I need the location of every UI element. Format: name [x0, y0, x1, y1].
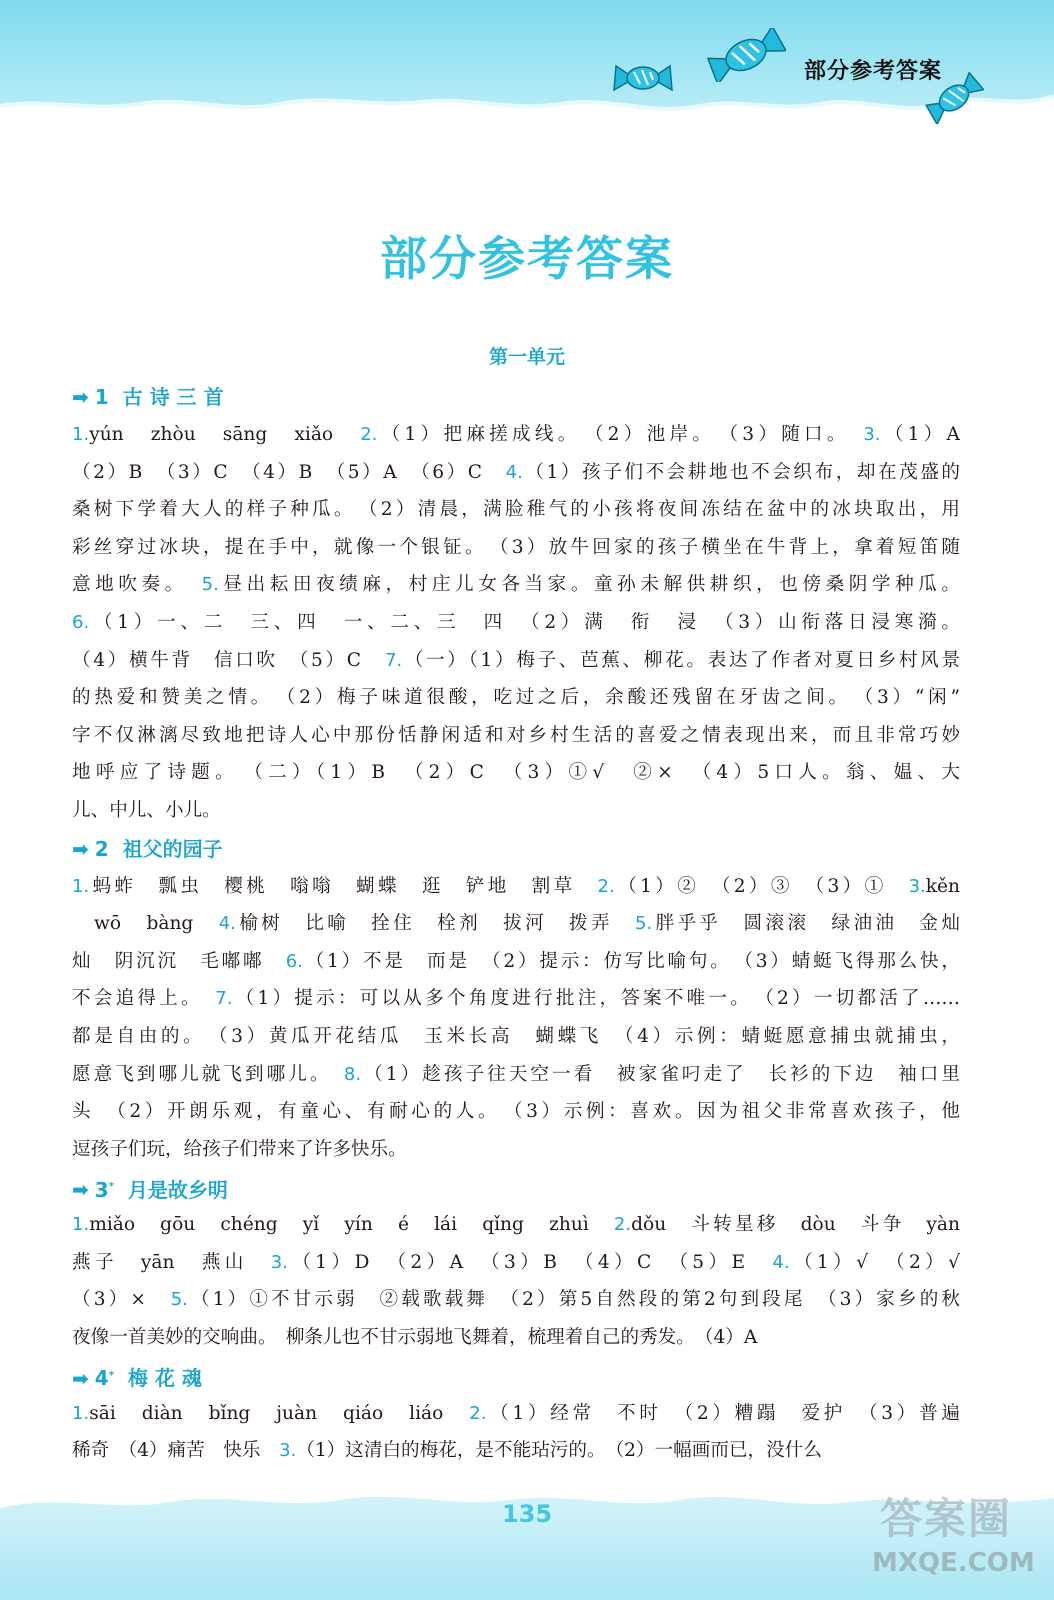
answer-line: 燕子 yān 燕山 3.（1）D （2）A （3）B （4）C （5）E 4.（1）√ （2）√	[72, 1251, 960, 1273]
answer-line: 1.蚂蚱 瓢虫 樱桃 嗡嗡 蝴蝶 逛 铲地 割草 2.（1）② （2）③ （3）① 3.kěn	[72, 875, 960, 897]
arrow-right-icon: ➡	[72, 385, 89, 409]
arrow-right-icon: ➡	[72, 1177, 89, 1202]
candy-icon	[612, 58, 674, 98]
question-number: 3.	[270, 1251, 288, 1273]
question-number: 5.	[635, 913, 653, 935]
question-number: 3.	[908, 875, 926, 897]
answer-line: 头 （2）开朗乐观，有童心、有耐心的人。 （3）示例：喜欢。因为祖父非常喜欢孩子，他	[72, 1101, 960, 1123]
question-number: 2.	[597, 875, 615, 897]
arrow-right-icon: ➡	[72, 1366, 89, 1391]
question-number: 2.	[360, 424, 378, 445]
answer-line: 都是自由的。 （3）黄瓜开花结瓜 玉米长高 蝴蝶飞 （4）示例：蜻蜓愿意捕虫就捕虫，	[72, 1025, 960, 1047]
answer-line: 桑树下学着大人的样子种瓜。 （2）清晨，满脸稚气的小孩将夜间冻结在盆中的冰块取出，用	[72, 499, 960, 521]
question-number: 4.	[218, 913, 236, 935]
section-heading	[72, 1357, 960, 1395]
answer-line: 1.yún zhòu sāng xiǎo 2.（1）把麻搓成线。 （2）池岸。 （3）随口。 3.（1）A	[72, 424, 960, 445]
question-number: 8.	[343, 1063, 362, 1085]
question-number: 2.	[613, 1214, 632, 1236]
candy-icon	[706, 28, 786, 82]
answer-line: 愿意飞到哪儿就飞到哪儿。 8.（1）趁孩子往天空一看 被家雀叼走了 长衫的下边 袖口里	[72, 1063, 960, 1085]
question-number: 7.	[384, 649, 403, 671]
answer-line: 稀奇 （4）痛苦 快乐 3.（1）这清白的梅花，是不能玷污的。 （2）一幅画而已，没什么	[72, 1440, 822, 1462]
section-number: 4	[94, 1366, 109, 1391]
question-number: 6.	[72, 611, 90, 633]
answer-line: wō bàng 4.榆树 比喻 拴住 栓剂 拔河 拨弄 5.胖乎乎 圆滚滚 绿油油 金灿	[72, 913, 960, 935]
answer-line: 字不仅淋漓尽致地把诗人心中那份恬静闲适和对乡村生活的喜爱之情表现出来，而且非常巧妙	[72, 724, 960, 746]
answer-line: 6.（1）一、二 三、四 一、二、三 四 （2）满 衔 浸 （3）山衔落日浸寒漪。	[72, 611, 960, 633]
question-number: 5.	[170, 1289, 188, 1311]
section-heading	[72, 378, 960, 416]
answer-line: 灿 阴沉沉 毛嘟嘟 6.（1）不是 而是 （2）提示：仿写比喻句。 （3）蜻蜓飞得那么快，	[72, 950, 960, 972]
question-number: 1.	[72, 424, 90, 445]
question-number: 5.	[201, 574, 219, 596]
optional-star-icon: *	[108, 1181, 114, 1193]
question-number: 3.	[863, 424, 881, 445]
watermark-logo: 答案圈	[880, 1494, 1013, 1543]
section-heading	[72, 830, 960, 868]
answer-line: （4）横牛背 信口吹 （5）C 7.（一）（1）梅子、芭蕉、柳花。表达了作者对夏日乡村风景	[72, 649, 960, 671]
question-number: 1.	[72, 1214, 90, 1236]
question-number: 4.	[505, 461, 523, 483]
answer-line: 1.miǎo gōu chéng yǐ yín é lái qǐng zhuì 2.dǒu 斗转星移 dòu 斗争 yàn	[72, 1214, 960, 1236]
answer-line: 意地吹奏。 5.昼出耘田夜绩麻，村庄儿女各当家。童孙未解供耕织，也傍桑阴学种瓜。	[72, 574, 960, 596]
answer-line: 儿、中儿、小儿。	[72, 799, 221, 821]
answer-line: 地呼应了诗题。 （二）（1）B （2）C （3）①√ ②× （4）5口人。翁、媪、大	[72, 762, 960, 784]
page-title: 部分参考答案	[380, 232, 674, 287]
answer-line: （2）B （3）C （4）B （5）A （6）C 4.（1）孩子们不会耕地也不会织布，却在茂盛的	[72, 461, 960, 483]
question-number: 1.	[72, 1402, 90, 1424]
watermark-url: MXQE.COM	[872, 1548, 1035, 1578]
section-title: 月是故乡明	[127, 1177, 228, 1202]
section-number: 2	[94, 836, 109, 861]
page-number: 135	[501, 1500, 553, 1528]
question-number: 7.	[215, 988, 233, 1010]
section-title: 古 诗 三 首	[122, 385, 224, 409]
section-title: 祖父的园子	[122, 836, 223, 861]
answer-line: 的热爱和赞美之情。 （2）梅子味道很酸，吃过之后，余酸还残留在牙齿之间。 （3）“闲”	[72, 687, 960, 709]
answer-line: 夜像一首美妙的交响曲。 柳条儿也不甘示弱地飞舞着，梳理着自己的秀发。 （4）A	[72, 1327, 758, 1349]
arrow-right-icon: ➡	[72, 836, 89, 861]
question-number: 4.	[772, 1251, 790, 1273]
answer-line: 不会追得上。 7.（1）提示：可以从多个角度进行批注，答案不唯一。 （2）一切都活了……	[72, 988, 960, 1010]
answer-line: 1.sāi diàn bǐng juàn qiáo liáo 2.（1）经常 不时 （2）糟蹋 爱护 （3）普遍	[72, 1402, 960, 1424]
running-header: 部分参考答案	[804, 59, 943, 84]
section-heading	[72, 1168, 960, 1206]
section-title: 梅 花 魂	[127, 1366, 202, 1391]
answer-line: （3）× 5.（1）①不甘示弱 ②载歌载舞 （2）第5自然段的第2句到段尾 （3）家乡的秋	[72, 1289, 960, 1311]
section-number: 1	[94, 385, 109, 409]
optional-star-icon: *	[108, 1369, 114, 1381]
question-number: 2.	[469, 1402, 487, 1424]
answer-content	[72, 378, 960, 1470]
section-number: 3	[94, 1177, 109, 1202]
question-number: 6.	[285, 950, 303, 972]
question-number: 3.	[279, 1440, 297, 1462]
unit-heading: 第一单元	[488, 346, 565, 368]
question-number: 1.	[72, 875, 90, 897]
answer-line: 逗孩子们玩，给孩子们带来了许多快乐。	[72, 1138, 407, 1160]
answer-line: 彩丝穿过冰块，提在手中，就像一个银钲。 （3）放牛回家的孩子横坐在牛背上，拿着短笛随	[72, 536, 960, 558]
